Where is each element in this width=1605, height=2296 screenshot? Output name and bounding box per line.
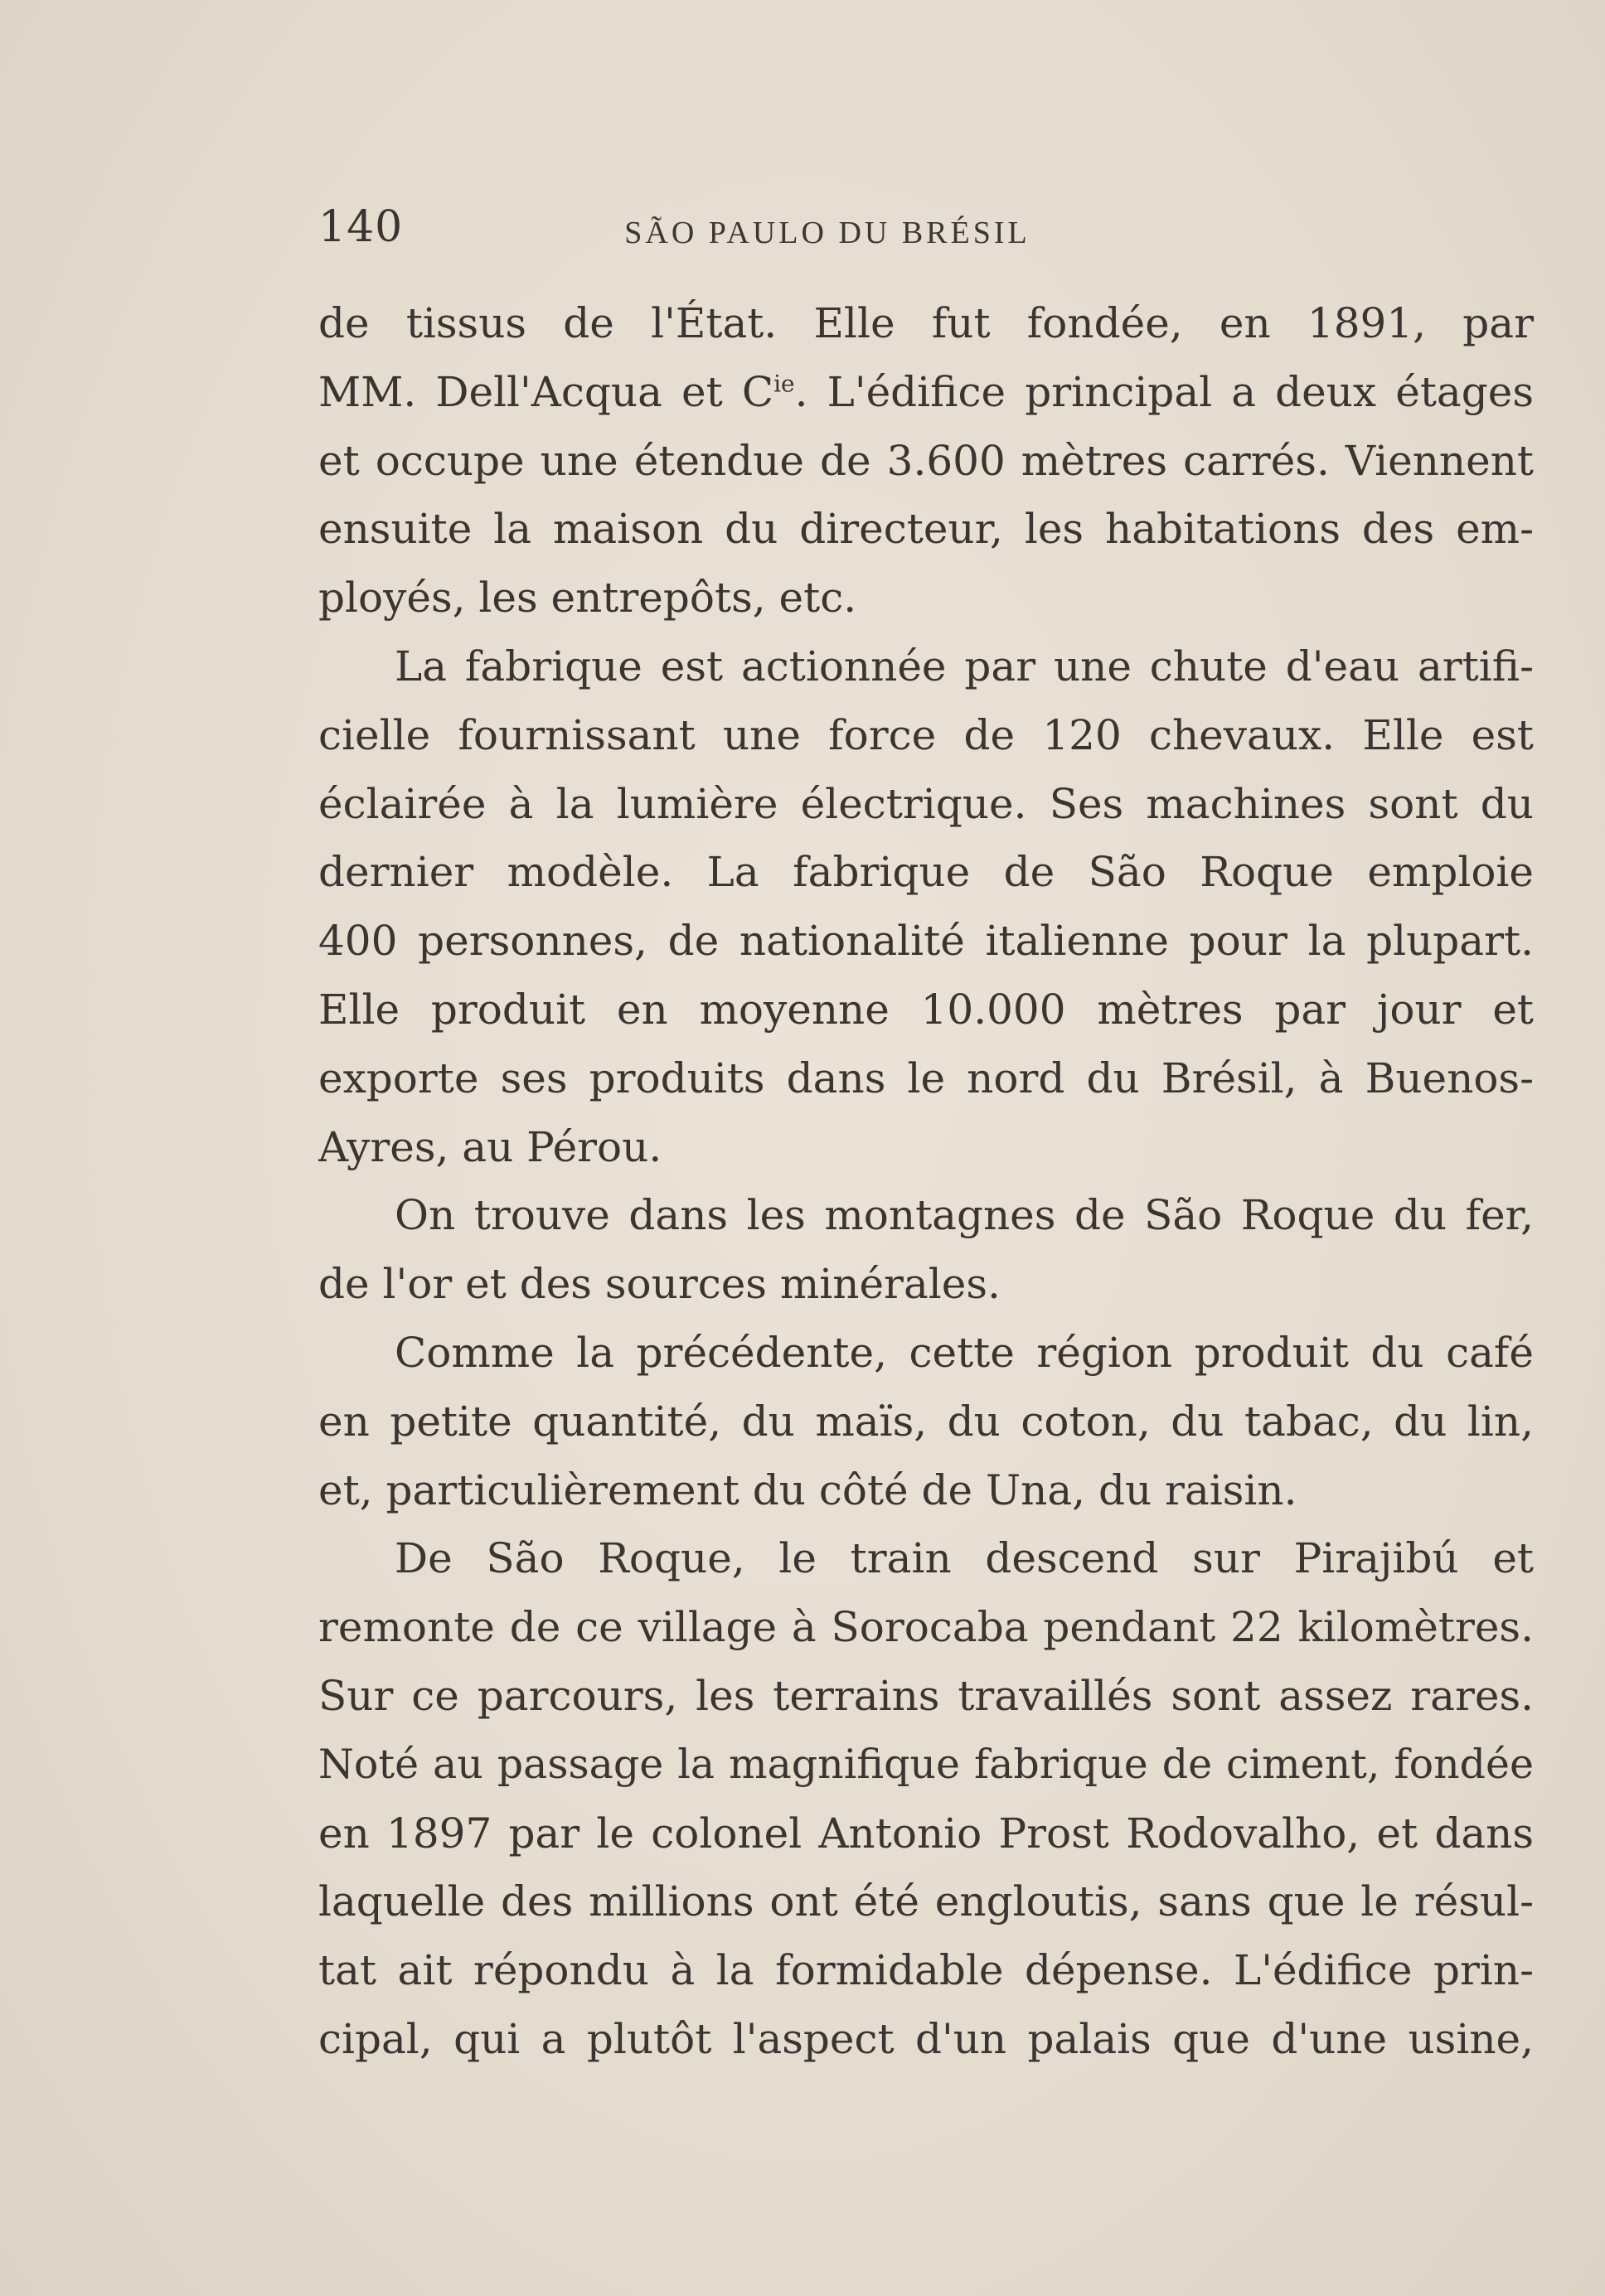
text-line: de tissus de l'État. Elle fut fondée, en 1891, par bbox=[318, 299, 1534, 347]
text-line: Ayres, au Pérou. bbox=[318, 1122, 662, 1171]
text-line: tat ait répondu à la formidable dépense. L'édifice prin- bbox=[318, 1946, 1534, 1995]
text-line: en 1897 par le colonel Antonio Prost Rodovalho, et dans bbox=[318, 1809, 1534, 1858]
text-line: Sur ce parcours, les terrains travaillés sont assez rares. bbox=[318, 1671, 1534, 1720]
text-line: laquelle des millions ont été engloutis, sans que le résul- bbox=[318, 1877, 1534, 1926]
text-line: Noté au passage la magnifique fabrique de ciment, fondée bbox=[318, 1740, 1534, 1788]
text-line: dernier modèle. La fabrique de São Roque emploie bbox=[318, 848, 1534, 897]
text-line: ensuite la maison du directeur, les habitations des em- bbox=[318, 505, 1534, 554]
text-line: cipal, qui a plutôt l'aspect d'un palais que d'une usine, bbox=[318, 2014, 1534, 2063]
superscript: ie bbox=[773, 370, 795, 398]
text-line: et occupe une étendue de 3.600 mètres carrés. Viennent bbox=[318, 436, 1534, 485]
text-line: Elle produit en moyenne 10.000 mètres par jour et bbox=[318, 985, 1534, 1034]
text-line: ployés, les entrepôts, etc. bbox=[318, 574, 857, 622]
text-line: en petite quantité, du maïs, du coton, du tabac, du lin, bbox=[318, 1397, 1534, 1446]
text-line: De São Roque, le train descend sur Pirajibú et bbox=[395, 1534, 1534, 1583]
text-line: cielle fournissant une force de 120 chevaux. Elle est bbox=[318, 710, 1534, 759]
text-line: exporte ses produits dans le nord du Brésil, à Buenos- bbox=[318, 1054, 1534, 1102]
text-line: 400 personnes, de nationalité italienne pour la plupart. bbox=[318, 917, 1534, 966]
text-line: de l'or et des sources minérales. bbox=[318, 1260, 1001, 1309]
running-title: SÃO PAULO DU BRÉSIL bbox=[624, 216, 1030, 250]
text-line: éclairée à la lumière électrique. Ses machines sont du bbox=[318, 779, 1534, 828]
text-line: et, particulièrement du côté de Una, du raisin. bbox=[318, 1465, 1297, 1514]
page-number: 140 bbox=[318, 202, 404, 252]
text-line: La fabrique est actionnée par une chute d'eau artifi- bbox=[395, 642, 1534, 690]
text-line: On trouve dans les montagnes de São Roque du fer, bbox=[395, 1191, 1534, 1240]
text-line: remonte de ce village à Sorocaba pendant 22 kilomètres. bbox=[318, 1603, 1534, 1652]
text-line: Comme la précédente, cette région produit du café bbox=[395, 1328, 1534, 1377]
text-line: MM. Dell'Acqua et $C^{ie}$. L'édifice principal a deux étages bbox=[318, 367, 1534, 416]
body-text bbox=[318, 289, 1534, 2074]
